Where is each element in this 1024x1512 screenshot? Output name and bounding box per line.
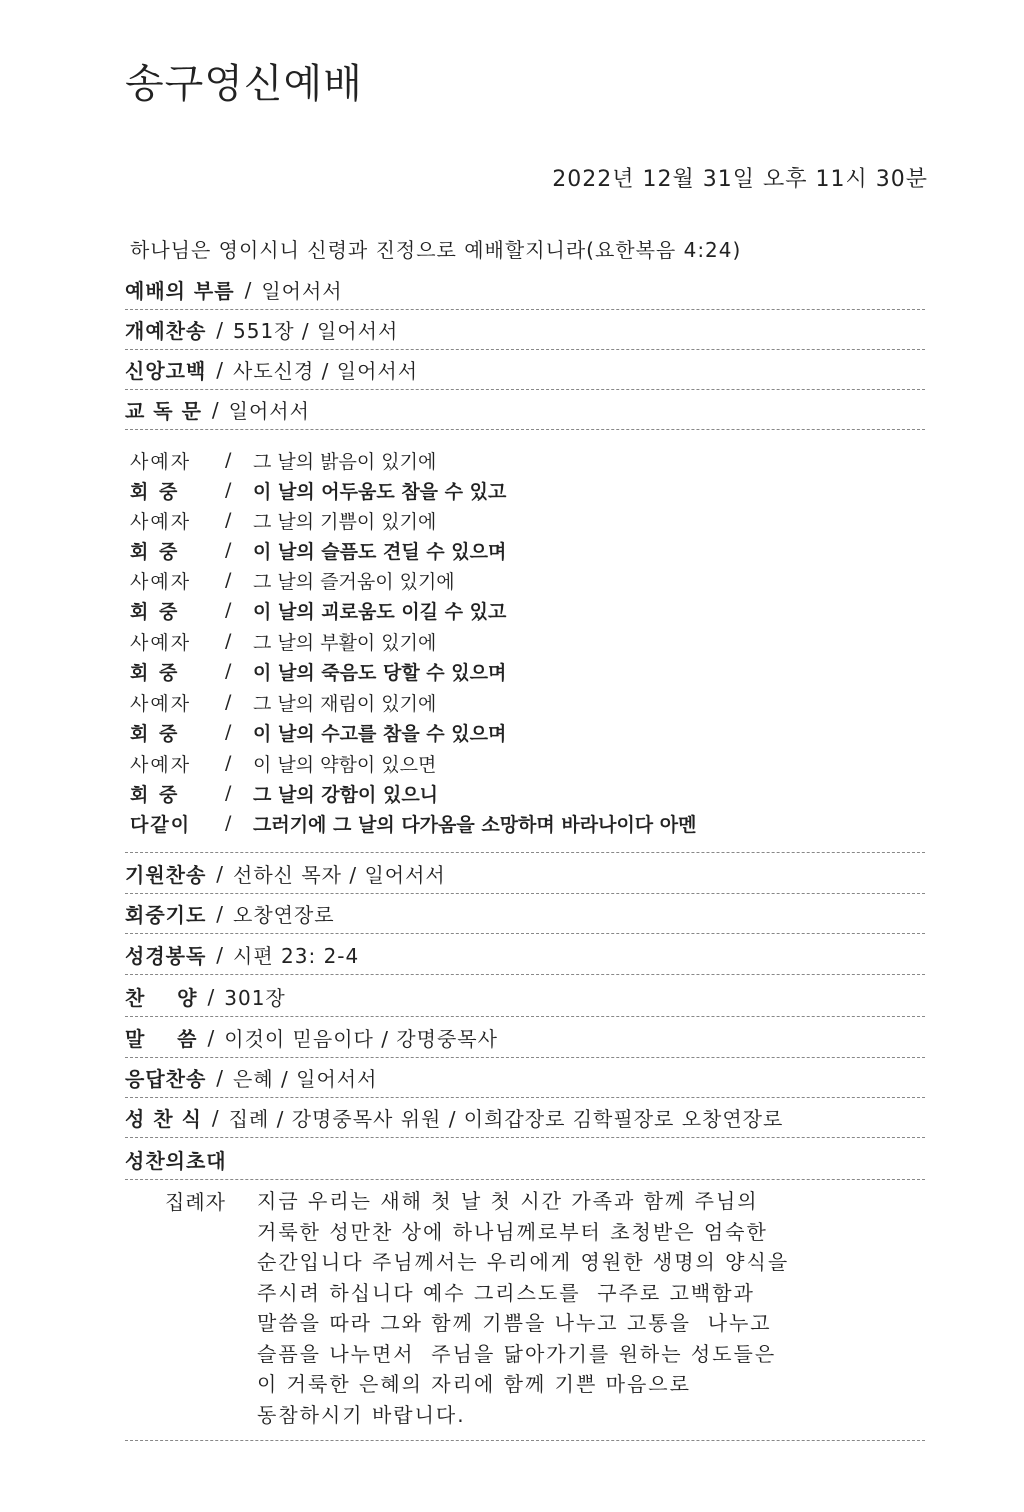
response-text: 그 날의 부활이 있기에	[253, 631, 437, 654]
speaker: 회 중	[130, 661, 180, 684]
invitation-line: 거룩한 성만찬 상에 하나님께로부터 초청받은 엄숙한	[257, 1219, 768, 1244]
order-item-detail: 일어서서	[261, 279, 343, 303]
speaker: 사예자	[130, 510, 192, 533]
order-item-detail: 301장	[224, 986, 286, 1010]
separator: /	[225, 599, 232, 621]
response-text: 그 날의 밝음이 있기에	[253, 450, 437, 473]
responsive-line	[130, 535, 910, 565]
order-item-hymn	[125, 854, 925, 894]
separator: /	[225, 449, 232, 471]
responsive-line	[130, 808, 910, 838]
response-text: 이 날의 약함이 있으면	[253, 753, 437, 776]
separator: /	[225, 660, 232, 682]
responsive-line	[130, 748, 910, 778]
separator: /	[225, 752, 232, 774]
response-text: 이 날의 슬픔도 견딜 수 있으며	[253, 540, 507, 563]
separator: /	[216, 317, 224, 342]
order-item-detail: 551장 / 일어서서	[233, 319, 399, 343]
separator: /	[225, 569, 232, 591]
separator: /	[216, 1065, 224, 1090]
order-item-detail: 일어서서	[228, 399, 310, 423]
order-item-communion-invitation	[125, 1140, 925, 1180]
separator: /	[225, 812, 232, 834]
order-item-label: 개예찬송	[125, 319, 207, 343]
separator: /	[216, 357, 224, 382]
responsive-line	[130, 778, 910, 808]
order-item-scripture	[125, 935, 925, 975]
order-item-label: 신앙고백	[125, 359, 207, 383]
separator: /	[225, 479, 232, 501]
speaker: 회 중	[130, 783, 180, 806]
speaker: 사예자	[130, 631, 192, 654]
speaker: 사예자	[130, 450, 192, 473]
order-item-detail: 은혜 / 일어서서	[233, 1067, 378, 1091]
separator: /	[207, 1025, 215, 1050]
response-text: 그러기에 그 날의 다가옴을 소망하며 바라나이다 아멘	[253, 813, 697, 836]
theme-verse: 하나님은 영이시니 신령과 진정으로 예배할지니라(요한복음 4:24)	[130, 238, 742, 262]
response-text: 그 날의 기쁨이 있기에	[253, 510, 437, 533]
separator: /	[225, 539, 232, 561]
divider	[125, 1440, 925, 1441]
order-item-label: 성찬의초대	[125, 1149, 227, 1173]
order-item-prayer	[125, 894, 925, 934]
separator: /	[211, 397, 219, 422]
speaker: 회 중	[130, 480, 180, 503]
order-item-detail: 이것이 믿음이다 / 강명중목사	[224, 1027, 498, 1051]
response-text: 그 날의 재림이 있기에	[253, 692, 437, 715]
invitation-line: 동참하시기 바랍니다.	[257, 1402, 466, 1427]
responsive-line	[130, 687, 910, 717]
order-item-detail: 사도신경 / 일어서서	[233, 359, 419, 383]
order-item-label: 예배의 부름	[125, 279, 235, 303]
order-item-opening-hymn	[125, 310, 925, 350]
page-title: 송구영신예배	[125, 61, 363, 107]
invitation-block	[165, 1186, 905, 1430]
speaker: 다같이	[130, 813, 192, 836]
order-item-label: 성 찬 식	[125, 1107, 202, 1131]
order-item-response-hymn	[125, 1058, 925, 1098]
order-item-label: 성경봉독	[125, 944, 207, 968]
response-text: 그 날의 강함이 있으니	[253, 783, 439, 806]
order-item-detail: 집례 / 강명중목사 위원 / 이희갑장로 김학필장로 오창연장로	[228, 1107, 784, 1131]
order-item-label: 회중기도	[125, 903, 207, 927]
speaker: 사예자	[130, 570, 192, 593]
order-item-label: 교 독 문	[125, 399, 202, 423]
order-item-call-to-worship	[125, 270, 925, 310]
order-item-label: 기원찬송	[125, 863, 207, 887]
response-text: 이 날의 괴로움도 이길 수 있고	[253, 600, 507, 623]
responsive-line	[130, 505, 910, 535]
order-item-responsive-reading	[125, 390, 925, 430]
responsive-line	[130, 626, 910, 656]
speaker: 집례자	[165, 1190, 226, 1214]
invitation-text	[257, 1186, 789, 1430]
responsive-line	[130, 717, 910, 747]
separator: /	[216, 861, 224, 886]
responsive-line	[130, 475, 910, 505]
invitation-line: 슬픔을 나누면서 주님을 닮아가기를 원하는 성도들은	[257, 1341, 777, 1366]
speaker: 회 중	[130, 540, 180, 563]
speaker: 사예자	[130, 753, 192, 776]
order-item-praise	[125, 977, 925, 1017]
order-item-sermon	[125, 1018, 925, 1058]
response-text: 이 날의 어두움도 참을 수 있고	[253, 480, 507, 503]
response-text: 이 날의 수고를 참을 수 있으며	[253, 722, 507, 745]
separator: /	[211, 1105, 219, 1130]
order-item-communion	[125, 1098, 925, 1138]
order-item-label: 찬 양	[125, 986, 198, 1010]
invitation-line: 주시려 하십니다 예수 그리스도를 구주로 고백함과	[257, 1280, 755, 1305]
speaker: 회 중	[130, 722, 180, 745]
service-datetime: 2022년 12월 31일 오후 11시 30분	[552, 167, 928, 192]
order-item-creed	[125, 350, 925, 390]
invitation-line: 지금 우리는 새해 첫 날 첫 시간 가족과 함께 주님의	[257, 1189, 759, 1213]
speaker: 사예자	[130, 692, 192, 715]
order-item-label: 말 씀	[125, 1027, 198, 1051]
responsive-line	[130, 656, 910, 686]
separator: /	[216, 942, 224, 967]
separator: /	[225, 509, 232, 531]
separator: /	[225, 630, 232, 652]
order-item-label: 응답찬송	[125, 1067, 207, 1091]
separator: /	[225, 691, 232, 713]
separator: /	[225, 782, 232, 804]
responsive-line	[130, 445, 910, 475]
speaker: 회 중	[130, 600, 180, 623]
responsive-line	[130, 565, 910, 595]
invitation-line: 이 거룩한 은혜의 자리에 함께 기쁜 마음으로	[257, 1372, 691, 1396]
separator: /	[216, 901, 224, 926]
order-item-detail: 선하신 목자 / 일어서서	[233, 863, 446, 887]
order-item-detail: 시편 23: 2-4	[233, 944, 360, 968]
response-text: 이 날의 죽음도 당할 수 있으며	[253, 661, 507, 684]
responsive-line	[130, 595, 910, 625]
separator: /	[207, 984, 215, 1009]
separator: /	[225, 721, 232, 743]
invitation-line: 순간입니다 주님께서는 우리에게 영원한 생명의 양식을	[257, 1250, 790, 1274]
divider	[125, 852, 925, 853]
invitation-line: 말씀을 따라 그와 함께 기쁨을 나누고 고통을 나누고	[257, 1311, 772, 1335]
order-item-detail: 오창연장로	[233, 903, 335, 927]
separator: /	[244, 277, 252, 302]
response-text: 그 날의 즐거움이 있기에	[253, 570, 455, 593]
